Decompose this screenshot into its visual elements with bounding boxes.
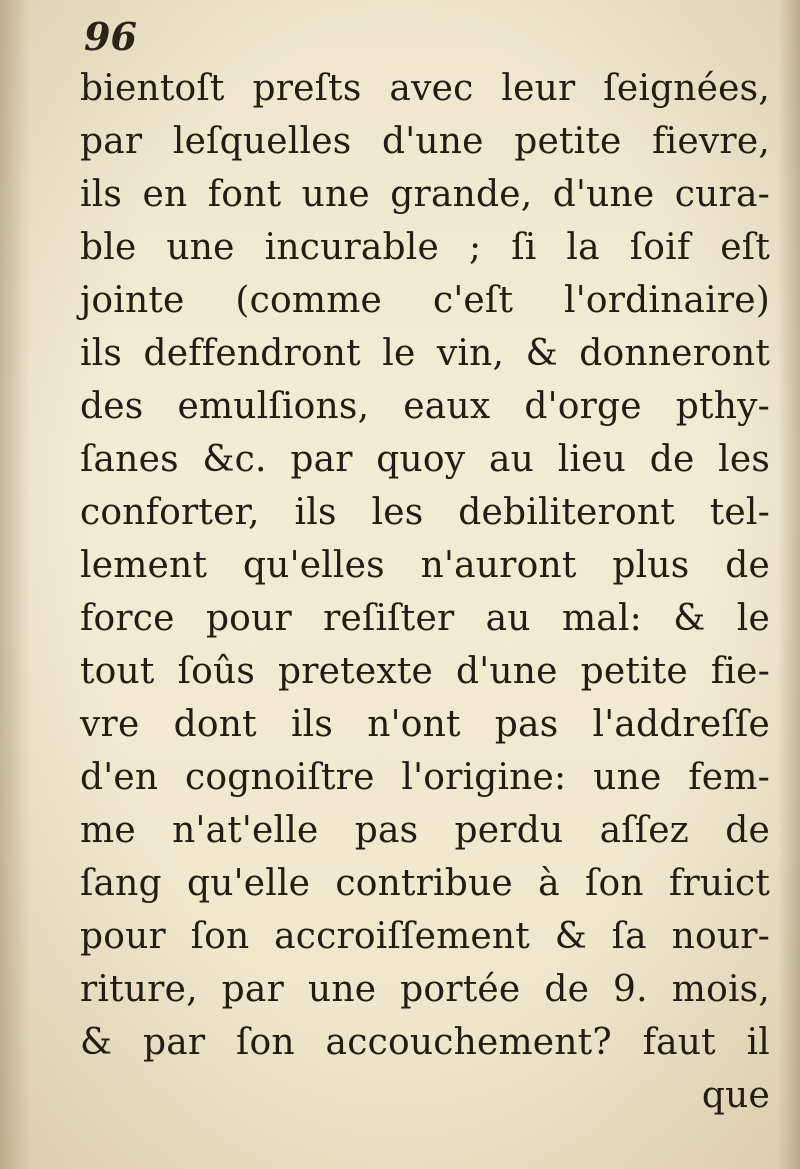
text-line: force pour reſiſter au mal: & le [80, 598, 770, 639]
text-line: me n'at'elle pas perdu aſſez de [80, 810, 770, 851]
text-line: bientoſt preſts avec leur ſeignées, [80, 68, 770, 109]
page-gutter-shadow [0, 0, 30, 1169]
text-line: conforter, ils les debiliteront tel- [80, 492, 770, 533]
text-line: pour ſon accroiſſement & ſa nour- [80, 916, 770, 957]
page-edge-shadow [778, 0, 800, 1169]
text-line: ſanes &c. par quoy au lieu de les [80, 439, 770, 480]
text-line: jointe (comme c'eſt l'ordinaire) [80, 280, 770, 321]
text-line: d'en cognoiſtre l'origine: une fem- [80, 757, 770, 798]
text-line: & par ſon accouchement? faut il [80, 1022, 770, 1063]
text-line: riture, par une portée de 9. mois, [80, 969, 770, 1010]
page-number: 96 [84, 14, 137, 59]
text-line: ils deffendront le vin, & donneront [80, 333, 770, 374]
text-line: vre dont ils n'ont pas l'addreſſe [80, 704, 770, 745]
text-line: ſang qu'elle contribue à ſon fruict [80, 863, 770, 904]
text-line: ils en font une grande, d'une cura- [80, 174, 770, 215]
text-line: lement qu'elles n'auront plus de [80, 545, 770, 586]
text-line: ble une incurable ; ſi la ſoif eſt [80, 227, 770, 268]
catchword: que [701, 1075, 770, 1116]
text-line: tout ſoûs pretexte d'une petite fie- [80, 651, 770, 692]
body-text [80, 62, 770, 1122]
text-line: des emulſions, eaux d'orge pthy- [80, 386, 770, 427]
text-line: par leſquelles d'une petite fievre, [80, 121, 770, 162]
